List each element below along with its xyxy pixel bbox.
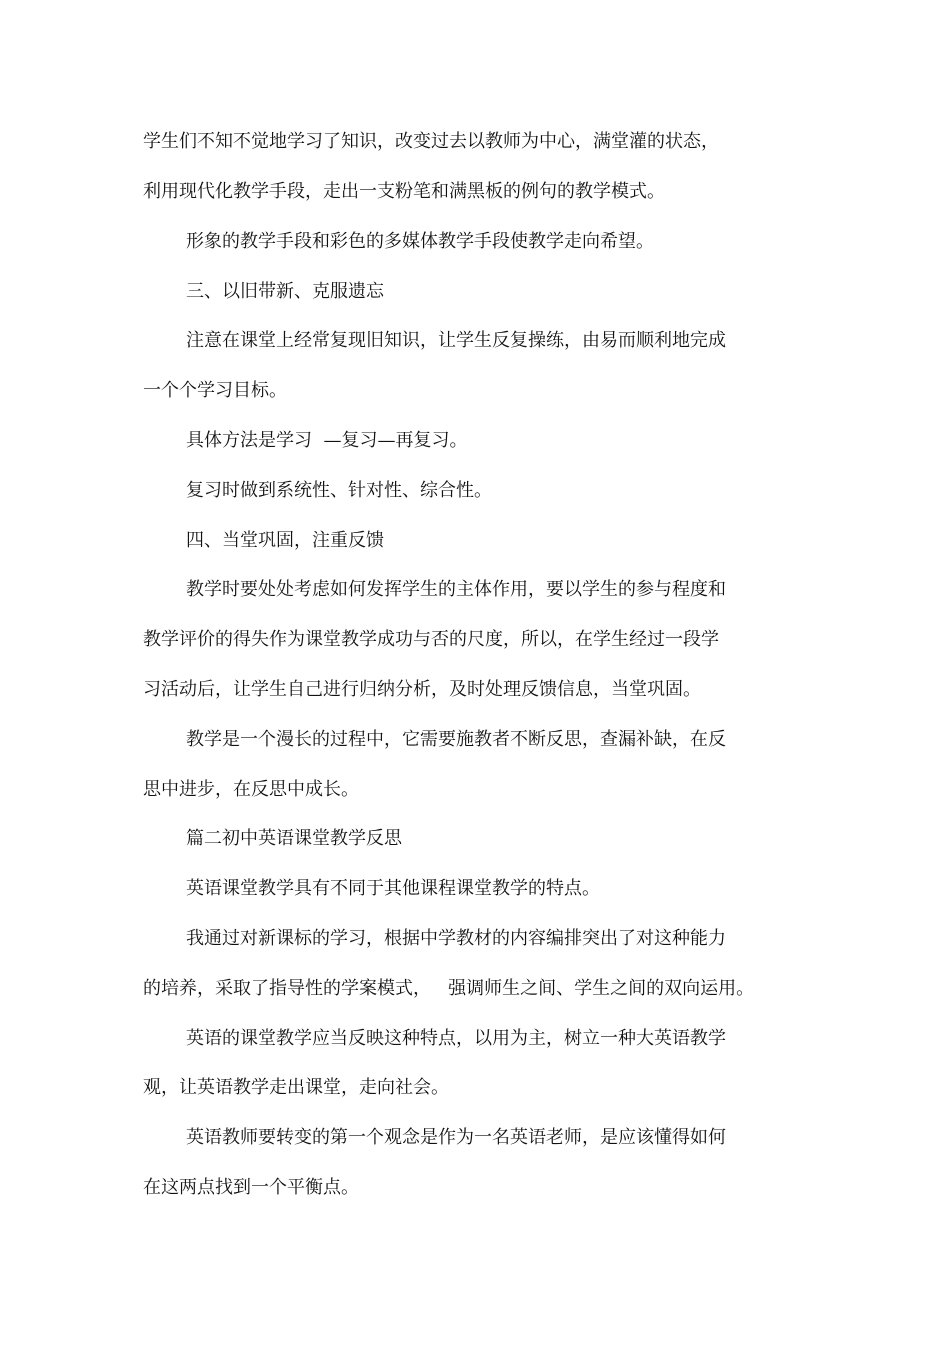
paragraph-line: 观，让英语教学走出课堂，走向社会。 <box>143 1077 449 1098</box>
paragraph-line: 一个个学习目标。 <box>143 380 287 401</box>
section-heading: 篇二初中英语课堂教学反思 <box>186 828 402 849</box>
paragraph-line: 思中进步，在反思中成长。 <box>143 779 359 800</box>
paragraph-line: 具体方法是学习 —复习—再复习。 <box>186 430 468 451</box>
paragraph-line: 英语教师要转变的第一个观念是作为一名英语老师，是应该懂得如何 <box>186 1127 726 1148</box>
paragraph-line: 的培养，采取了指导性的学案模式， 强调师生之间、学生之间的双向运用。 <box>143 978 755 999</box>
paragraph-line: 英语的课堂教学应当反映这种特点，以用为主，树立一种大英语教学 <box>186 1028 726 1049</box>
paragraph-line: 我通过对新课标的学习，根据中学教材的内容编排突出了对这种能力 <box>186 928 726 949</box>
paragraph-line: 在这两点找到一个平衡点。 <box>143 1177 359 1198</box>
paragraph-line: 利用现代化教学手段，走出一支粉笔和满黑板的例句的教学模式。 <box>143 181 665 202</box>
section-heading: 三、以旧带新、克服遗忘 <box>186 281 384 302</box>
paragraph-line: 教学是一个漫长的过程中，它需要施教者不断反思，查漏补缺，在反 <box>186 729 726 750</box>
paragraph-line: 形象的教学手段和彩色的多媒体教学手段使教学走向希望。 <box>186 231 654 252</box>
paragraph-line: 教学评价的得失作为课堂教学成功与否的尺度，所以，在学生经过一段学 <box>143 629 719 650</box>
section-heading: 四、当堂巩固，注重反馈 <box>186 530 384 551</box>
paragraph-line: 英语课堂教学具有不同于其他课程课堂教学的特点。 <box>186 878 600 899</box>
paragraph-line: 习活动后，让学生自己进行归纳分析，及时处理反馈信息，当堂巩固。 <box>143 679 701 700</box>
paragraph-line: 复习时做到系统性、针对性、综合性。 <box>186 480 492 501</box>
paragraph-line: 教学时要处处考虑如何发挥学生的主体作用，要以学生的参与程度和 <box>186 579 726 600</box>
paragraph-line: 注意在课堂上经常复现旧知识，让学生反复操练，由易而顺利地完成 <box>186 330 726 351</box>
paragraph-line: 学生们不知不觉地学习了知识，改变过去以教师为中心，满堂灌的状态， <box>143 131 719 152</box>
